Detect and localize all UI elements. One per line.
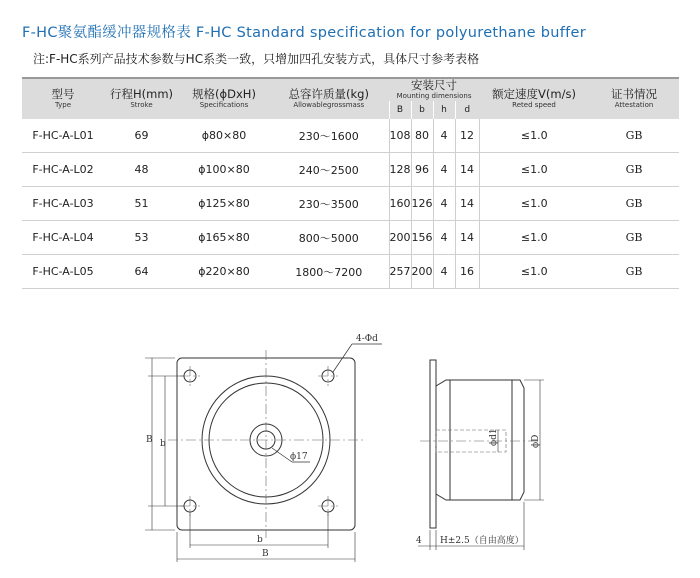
- dim-d1-label: ϕd1: [489, 428, 499, 446]
- cell-h: 4: [433, 119, 455, 153]
- cell-spec: ϕ80×80: [179, 119, 269, 153]
- subheader-d: d: [455, 101, 479, 119]
- cell-speed: ≤1.0: [479, 153, 589, 187]
- cell-mass: 240～2500: [269, 153, 389, 187]
- cell-mass: 230～3500: [269, 187, 389, 221]
- cell-cert: GB: [589, 153, 679, 187]
- header-stroke: 行程H(mm) Stroke: [104, 78, 179, 119]
- header-cert: 证书情况 Attestation: [589, 78, 679, 119]
- header-mount: 安装尺寸 Mounting dimensions: [389, 78, 479, 101]
- cell-speed: ≤1.0: [479, 119, 589, 153]
- cell-stroke: 51: [104, 187, 179, 221]
- cell-mass: 230～1600: [269, 119, 389, 153]
- header-mass: 总容许质量(kg) Allowablegrossmass: [269, 78, 389, 119]
- cell-B: 257: [389, 255, 411, 289]
- cell-B: 160: [389, 187, 411, 221]
- cell-type: F-HC-A-L04: [22, 221, 104, 255]
- header-speed: 额定速度V(m/s) Reted speed: [479, 78, 589, 119]
- cell-spec: ϕ220×80: [179, 255, 269, 289]
- cell-stroke: 48: [104, 153, 179, 187]
- subheader-h: h: [433, 101, 455, 119]
- cell-cert: GB: [589, 221, 679, 255]
- cell-type: F-HC-A-L02: [22, 153, 104, 187]
- cell-B: 128: [389, 153, 411, 187]
- cell-stroke: 69: [104, 119, 179, 153]
- dim-b-label: b: [257, 535, 263, 545]
- dim-D-label: ϕD: [531, 434, 541, 448]
- side-body: [436, 380, 524, 500]
- cell-h: 4: [433, 153, 455, 187]
- cell-h: 4: [433, 221, 455, 255]
- cell-type: F-HC-A-L03: [22, 187, 104, 221]
- center-leader-line: [272, 448, 292, 462]
- side-flange: [430, 360, 436, 528]
- header-spec: 规格(ϕDxH) Specifications: [179, 78, 269, 119]
- hole-label: 4-Φd: [356, 334, 378, 344]
- cell-speed: ≤1.0: [479, 187, 589, 221]
- dim-B-label: B: [262, 549, 269, 559]
- cell-d: 16: [455, 255, 479, 289]
- subheader-b: b: [411, 101, 433, 119]
- cell-b: 200: [411, 255, 433, 289]
- cell-speed: ≤1.0: [479, 255, 589, 289]
- cell-spec: ϕ125×80: [179, 187, 269, 221]
- cell-B: 108: [389, 119, 411, 153]
- cell-b: 96: [411, 153, 433, 187]
- cell-d: 14: [455, 153, 479, 187]
- cell-type: F-HC-A-L05: [22, 255, 104, 289]
- cell-h: 4: [433, 255, 455, 289]
- cell-d: 12: [455, 119, 479, 153]
- cell-b: 80: [411, 119, 433, 153]
- cell-d: 14: [455, 187, 479, 221]
- dim-vb-label: b: [160, 439, 166, 449]
- cell-B: 200: [389, 221, 411, 255]
- cell-mass: 800～5000: [269, 221, 389, 255]
- cell-mass: 1800～7200: [269, 255, 389, 289]
- dim-H-label: H±2.5（自由高度）: [440, 536, 524, 546]
- cell-spec: ϕ100×80: [179, 153, 269, 187]
- subheader-B: B: [389, 101, 411, 119]
- cell-h: 4: [433, 187, 455, 221]
- cell-cert: GB: [589, 119, 679, 153]
- page-title: F-HC聚氨酯缓冲器规格表 F-HC Standard specification for polyurethane buffer: [22, 25, 586, 41]
- cell-b: 156: [411, 221, 433, 255]
- spec-note: 注:F-HC系列产品技术参数与HC系类一致，只增加四孔安装方式，具体尺寸参考表格: [33, 52, 480, 66]
- cell-stroke: 64: [104, 255, 179, 289]
- cell-spec: ϕ165×80: [179, 221, 269, 255]
- cell-d: 14: [455, 221, 479, 255]
- cell-b: 126: [411, 187, 433, 221]
- header-type: 型号 Type: [22, 78, 104, 119]
- center-label: ϕ17: [290, 452, 308, 462]
- cell-stroke: 53: [104, 221, 179, 255]
- cell-type: F-HC-A-L01: [22, 119, 104, 153]
- dim-vB-label: B: [146, 435, 153, 445]
- cell-cert: GB: [589, 187, 679, 221]
- cell-cert: GB: [589, 255, 679, 289]
- cell-speed: ≤1.0: [479, 221, 589, 255]
- dim-h-label: 4: [416, 536, 422, 546]
